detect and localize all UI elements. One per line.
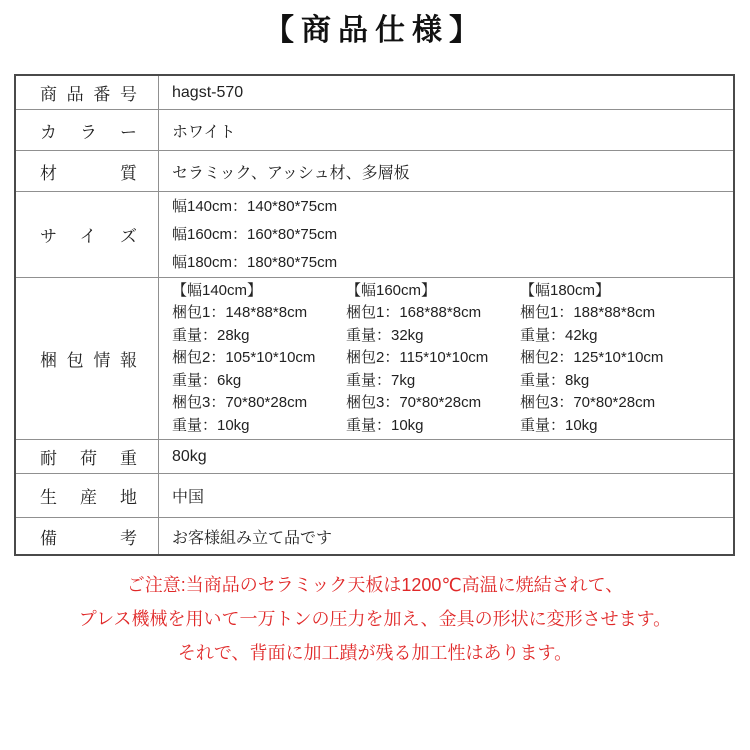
packing-line: 梱包2：105*10*10cm bbox=[172, 349, 316, 367]
note-line: プレス機械を用いて一万トンの圧力を加え、金具の形状に変形させます。 bbox=[78, 609, 672, 629]
table-row-packing bbox=[16, 278, 733, 440]
packing-line: 重量：7kg bbox=[346, 371, 416, 389]
row-value: 80kg bbox=[172, 447, 207, 465]
packing-line: 重量：10kg bbox=[520, 416, 598, 434]
table-row-load-capacity bbox=[16, 440, 733, 474]
packing-line: 重量：6kg bbox=[172, 371, 242, 389]
table-row-color bbox=[16, 110, 733, 151]
table-row-origin bbox=[16, 474, 733, 518]
row-label: 耐荷重 bbox=[40, 449, 137, 468]
packing-column-160 bbox=[346, 280, 520, 438]
table-row-size bbox=[16, 192, 733, 278]
packing-column-header: 【幅140cm】 bbox=[172, 281, 263, 299]
packing-line: 梱包3：70*80*28cm bbox=[346, 394, 482, 412]
packing-line: 重量：42kg bbox=[520, 326, 598, 344]
table-row-remarks bbox=[16, 518, 733, 554]
row-label: 備考 bbox=[40, 528, 137, 548]
row-value: hagst-570 bbox=[172, 83, 244, 101]
packing-line: 梱包1：168*88*8cm bbox=[346, 304, 482, 322]
row-label: サイズ bbox=[40, 227, 137, 246]
table-row-product-number bbox=[16, 76, 733, 110]
packing-line: 重量：8kg bbox=[520, 371, 590, 389]
note-line: それで、背面に加工蹟が残る加工性はあります。 bbox=[177, 643, 573, 663]
row-label: 梱包情報 bbox=[40, 351, 137, 370]
row-label: 商品番号 bbox=[40, 85, 137, 104]
row-value: ホワイト bbox=[172, 123, 236, 141]
packing-line: 重量：32kg bbox=[346, 326, 424, 344]
packing-line: 梱包3：70*80*28cm bbox=[520, 394, 656, 412]
packing-line: 重量：10kg bbox=[172, 416, 250, 434]
row-value: 中国 bbox=[172, 489, 205, 506]
packing-column-header: 【幅180cm】 bbox=[520, 281, 611, 299]
size-line: 幅140cm：140*80*75cm bbox=[172, 197, 338, 215]
table-row-material bbox=[16, 151, 733, 192]
caution-notes bbox=[0, 568, 750, 670]
packing-line: 梱包2：125*10*10cm bbox=[520, 349, 664, 367]
packing-column-140 bbox=[172, 280, 346, 438]
row-label: カラー bbox=[40, 122, 137, 142]
packing-line: 重量：10kg bbox=[346, 416, 424, 434]
row-value: セラミック、アッシュ材、多層板 bbox=[172, 164, 410, 182]
row-value: お客様組み立て品です bbox=[172, 529, 333, 547]
packing-line: 梱包1：188*88*8cm bbox=[520, 304, 656, 322]
size-line: 幅160cm：160*80*75cm bbox=[172, 225, 338, 243]
packing-column-180 bbox=[520, 280, 694, 438]
size-line: 幅180cm：180*80*75cm bbox=[172, 253, 338, 271]
note-line: ご注意:当商品のセラミック天板は1200℃高温に焼結されて、 bbox=[126, 575, 624, 595]
packing-line: 梱包3：70*80*28cm bbox=[172, 394, 308, 412]
row-label: 材質 bbox=[40, 163, 137, 183]
row-label: 生産地 bbox=[40, 488, 137, 507]
packing-line: 重量：28kg bbox=[172, 326, 250, 344]
page-title: 【商品仕様】 bbox=[264, 14, 486, 47]
packing-line: 梱包1：148*88*8cm bbox=[172, 304, 308, 322]
packing-line: 梱包2：115*10*10cm bbox=[346, 349, 489, 367]
spec-table bbox=[14, 74, 735, 556]
packing-column-header: 【幅160cm】 bbox=[346, 281, 437, 299]
